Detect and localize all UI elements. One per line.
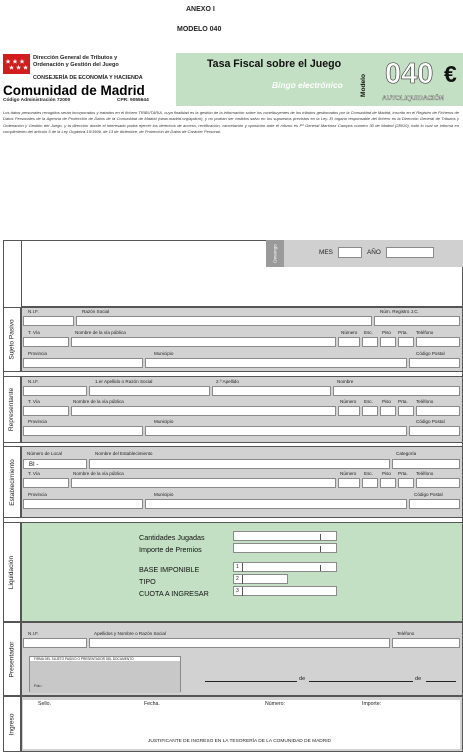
- pres-nif-label: N.I.F.: [28, 631, 39, 636]
- rep-prta-label: Prta.: [398, 399, 408, 404]
- premios-label: Importe de Premios: [139, 545, 202, 554]
- rep-nif-label: N.I.F.: [28, 379, 39, 384]
- rep-nombre-field[interactable]: [333, 386, 460, 396]
- est-municipio-field[interactable]: [145, 499, 407, 509]
- sujeto-provincia-label: Provincia: [28, 351, 47, 356]
- mes-label: MES: [319, 249, 333, 256]
- rep-municipio-field[interactable]: [145, 426, 407, 436]
- est-provincia-field[interactable]: [23, 499, 143, 509]
- sujeto-nombrevia-label: Nombre de la vía pública: [75, 330, 126, 335]
- euro-symbol: €: [444, 61, 457, 87]
- rep-provincia-label: Provincia: [28, 419, 47, 424]
- signature-caption: FIRMA DEL SUJETO PASIVO O PRESENTADOR DEL DOCUMENTO: [34, 656, 134, 661]
- pres-telefono-field[interactable]: [392, 638, 460, 648]
- representante-side: Representante: [3, 376, 21, 443]
- model-title: MODELO 040: [177, 26, 222, 33]
- sujeto-cp-label: Código Postal: [416, 351, 445, 356]
- est-numlocal-field[interactable]: [23, 459, 87, 469]
- rep-nif-field[interactable]: [23, 386, 87, 396]
- issuer-line2: Ordenación y Gestión del Juego: [33, 62, 119, 68]
- sujeto-esc-field[interactable]: [362, 337, 378, 347]
- date-year-line[interactable]: [426, 681, 456, 682]
- pres-apellidos-field[interactable]: [89, 638, 390, 648]
- sujeto-nif-field[interactable]: [23, 316, 74, 326]
- de-label-1: de: [299, 676, 306, 682]
- tipo-field[interactable]: 2: [233, 574, 288, 584]
- est-cp-field[interactable]: [409, 499, 460, 509]
- banner-title: Tasa Fiscal sobre el Juego: [207, 58, 342, 70]
- madrid-flag-logo: [3, 54, 30, 74]
- sujeto-provincia-field[interactable]: [23, 358, 143, 368]
- sujeto-municipio-label: Municipio: [154, 351, 174, 356]
- sujeto-telefono-field[interactable]: [416, 337, 460, 347]
- sujeto-side: Sujeto Pasivo: [3, 307, 21, 372]
- est-numlocal-label: Número de Local: [27, 451, 62, 456]
- est-categoria-field[interactable]: [392, 459, 460, 469]
- est-categoria-label: Categoría: [396, 451, 417, 456]
- est-nombrevia-field[interactable]: [71, 478, 336, 488]
- sujeto-registro-label: Núm. Registro J.C.: [380, 309, 419, 314]
- est-nombre-field[interactable]: [89, 459, 390, 469]
- liquidacion-side: Liquidación: [3, 522, 21, 622]
- sujeto-numero-label: Número: [341, 330, 358, 335]
- cuota-field[interactable]: 3: [233, 586, 337, 596]
- est-nombre-label: Nombre del Establecimiento: [95, 451, 153, 456]
- base-label: BASE IMPONIBLE: [139, 565, 200, 574]
- sujeto-registro-field[interactable]: [374, 316, 460, 326]
- mes-field[interactable]: [338, 247, 362, 258]
- est-numero-label: Número: [340, 471, 357, 476]
- rep-provincia-field[interactable]: [23, 426, 143, 436]
- rep-numero-label: Número: [340, 399, 357, 404]
- est-numlocal-value: BI -: [29, 462, 39, 468]
- sujeto-piso-label: Piso: [382, 330, 391, 335]
- sujeto-numero-field[interactable]: [338, 337, 360, 347]
- sujeto-piso-field[interactable]: [380, 337, 396, 347]
- sujeto-nif-label: N.I.F.: [28, 309, 39, 314]
- rep-nombrevia-field[interactable]: [71, 406, 336, 416]
- consejeria-label: CONSEJERÍA DE ECONOMÍA Y HACIENDA: [33, 75, 143, 81]
- pres-telefono-label: Teléfono: [397, 631, 415, 636]
- rep-nombrevia-label: Nombre de la vía pública: [73, 399, 124, 404]
- sujeto-municipio-field[interactable]: [145, 358, 407, 368]
- establecimiento-side: Establecimiento: [3, 446, 21, 518]
- modelo-vertical: Modelo: [360, 73, 368, 97]
- comunidad-title: Comunidad de Madrid: [3, 83, 145, 98]
- est-piso-label: Piso: [382, 471, 391, 476]
- importe-label: Importe:: [362, 701, 382, 707]
- rep-nombre-label: Nombre: [337, 379, 354, 384]
- sujeto-esc-label: Esc.: [364, 330, 373, 335]
- rep-cp-label: Código Postal: [416, 419, 445, 424]
- numero-label: Número:: [265, 701, 285, 707]
- model-number: 040: [385, 58, 434, 90]
- banner-subtitle: Bingo electrónico: [272, 80, 343, 90]
- rep-esc-field[interactable]: [362, 406, 378, 416]
- rep-apellido2-field[interactable]: [212, 386, 331, 396]
- rep-prta-field[interactable]: [398, 406, 414, 416]
- rep-via-field[interactable]: [23, 406, 69, 416]
- sujeto-razon-field[interactable]: [76, 316, 372, 326]
- annex-title: ANEXO I: [186, 6, 215, 13]
- rep-piso-label: Piso: [382, 399, 391, 404]
- cantidades-label: Cantidades Jugadas: [139, 533, 205, 542]
- sujeto-prta-label: Prta.: [398, 330, 408, 335]
- sujeto-telefono-label: Teléfono: [416, 330, 434, 335]
- rep-telefono-label: Teléfono: [416, 399, 434, 404]
- de-label-2: de: [415, 676, 422, 682]
- rep-piso-field[interactable]: [380, 406, 396, 416]
- rep-apellido1-field[interactable]: [89, 386, 210, 396]
- base-field[interactable]: 1: [233, 562, 337, 572]
- sujeto-via-field[interactable]: [23, 337, 69, 347]
- est-via-label: T. Vía: [28, 471, 40, 476]
- est-telefono-label: Teléfono: [416, 471, 434, 476]
- est-prta-label: Prta.: [398, 471, 408, 476]
- sujeto-nombrevia-field[interactable]: [71, 337, 336, 347]
- cantidades-field[interactable]: [233, 531, 337, 541]
- est-numero-field[interactable]: [338, 478, 360, 488]
- sujeto-razon-label: Razón Social: [82, 309, 110, 314]
- rep-cp-field[interactable]: [409, 426, 460, 436]
- rep-apellido1-label: 1.er Apellido o Razón Social: [95, 379, 153, 384]
- cuota-label: CUOTA A INGRESAR: [139, 589, 209, 598]
- ingreso-side: Ingreso: [3, 696, 21, 752]
- est-cp-label: Código Postal: [414, 492, 443, 497]
- fdo-label: Fdo.:: [34, 684, 43, 688]
- signature-box[interactable]: [29, 656, 181, 692]
- est-esc-field[interactable]: [362, 478, 378, 488]
- pres-apellidos-label: Apellidos y Nombre o Razón Social: [94, 631, 167, 636]
- anio-label: AÑO: [367, 249, 381, 256]
- est-telefono-field[interactable]: [416, 478, 460, 488]
- pres-nif-field[interactable]: [23, 638, 87, 648]
- devengo-tab: Devengo: [266, 240, 284, 267]
- sello-label: Sello.: [38, 701, 51, 707]
- date-day-line[interactable]: [205, 681, 297, 682]
- premios-field[interactable]: [233, 543, 337, 553]
- est-nombrevia-label: Nombre de la vía pública: [73, 471, 124, 476]
- presentador-side: Presentador: [3, 622, 21, 696]
- tipo-label: TIPO: [139, 577, 156, 586]
- ingreso-stamp-area: [23, 700, 460, 734]
- sujeto-via-label: T. Vía: [28, 330, 40, 335]
- rep-telefono-field[interactable]: [416, 406, 460, 416]
- date-month-line[interactable]: [309, 681, 413, 682]
- est-esc-label: Esc.: [364, 471, 373, 476]
- sujeto-cp-field[interactable]: [409, 358, 460, 368]
- est-provincia-label: Provincia: [28, 492, 47, 497]
- fecha-label: Fecha.: [144, 701, 160, 707]
- est-via-field[interactable]: [23, 478, 69, 488]
- autoliquidacion-label: AUTOLIQUIDACIÓN: [382, 95, 445, 102]
- rep-via-label: T. Vía: [28, 399, 40, 404]
- rep-numero-field[interactable]: [338, 406, 360, 416]
- justificante-footer: JUSTIFICANTE DE INGRESO EN LA TESORERÍA DE LA COMUNIDAD DE MADRID: [148, 739, 332, 744]
- est-piso-field[interactable]: [380, 478, 396, 488]
- sujeto-prta-field[interactable]: [398, 337, 414, 347]
- est-municipio-label: Municipio: [154, 492, 174, 497]
- issuer-line1: Dirección General de Tributos y: [33, 55, 118, 61]
- anio-field[interactable]: [386, 247, 434, 258]
- rep-esc-label: Esc.: [364, 399, 373, 404]
- admin-code: Código Administración 72000: [3, 98, 71, 103]
- rep-municipio-label: Municipio: [154, 419, 174, 424]
- privacy-notice: Los datos personales recogidos serán incorporados y tratados en el fichero TRIBUTARIA, cuya finalidad es la gestión de la información sobre los contribuyentes de los tributos gestionados por la Comunidad de Madrid, inscrito en el Registro de Ficheros de Datos Personales de la Agencia de Protección de Datos de la Comunidad de Madrid (www.madrid.org/apdcm), y no podrán ser cedidos salvo en los supuestos previstos en la Ley. El órgano responsable del fichero es la Dirección General de Tributos y Ordenación y Gestión del Juego, y la dirección donde el interesado podrá ejercer los derechos de acceso, rectificación, cancelación y oposición ante el mismo es Pº General Martínez Campos número 30 de Madrid (28010), todo lo cual se informa en cumplimiento del artículo 5 de la Ley Orgánica 15/1999, de 13 de diciembre, de Protección de Datos de Carácter Personal.: [3, 110, 459, 134]
- rep-apellido2-label: 2.º Apellido: [216, 379, 239, 384]
- est-prta-field[interactable]: [398, 478, 414, 488]
- cpr-code: CPR: 9055644: [117, 98, 149, 103]
